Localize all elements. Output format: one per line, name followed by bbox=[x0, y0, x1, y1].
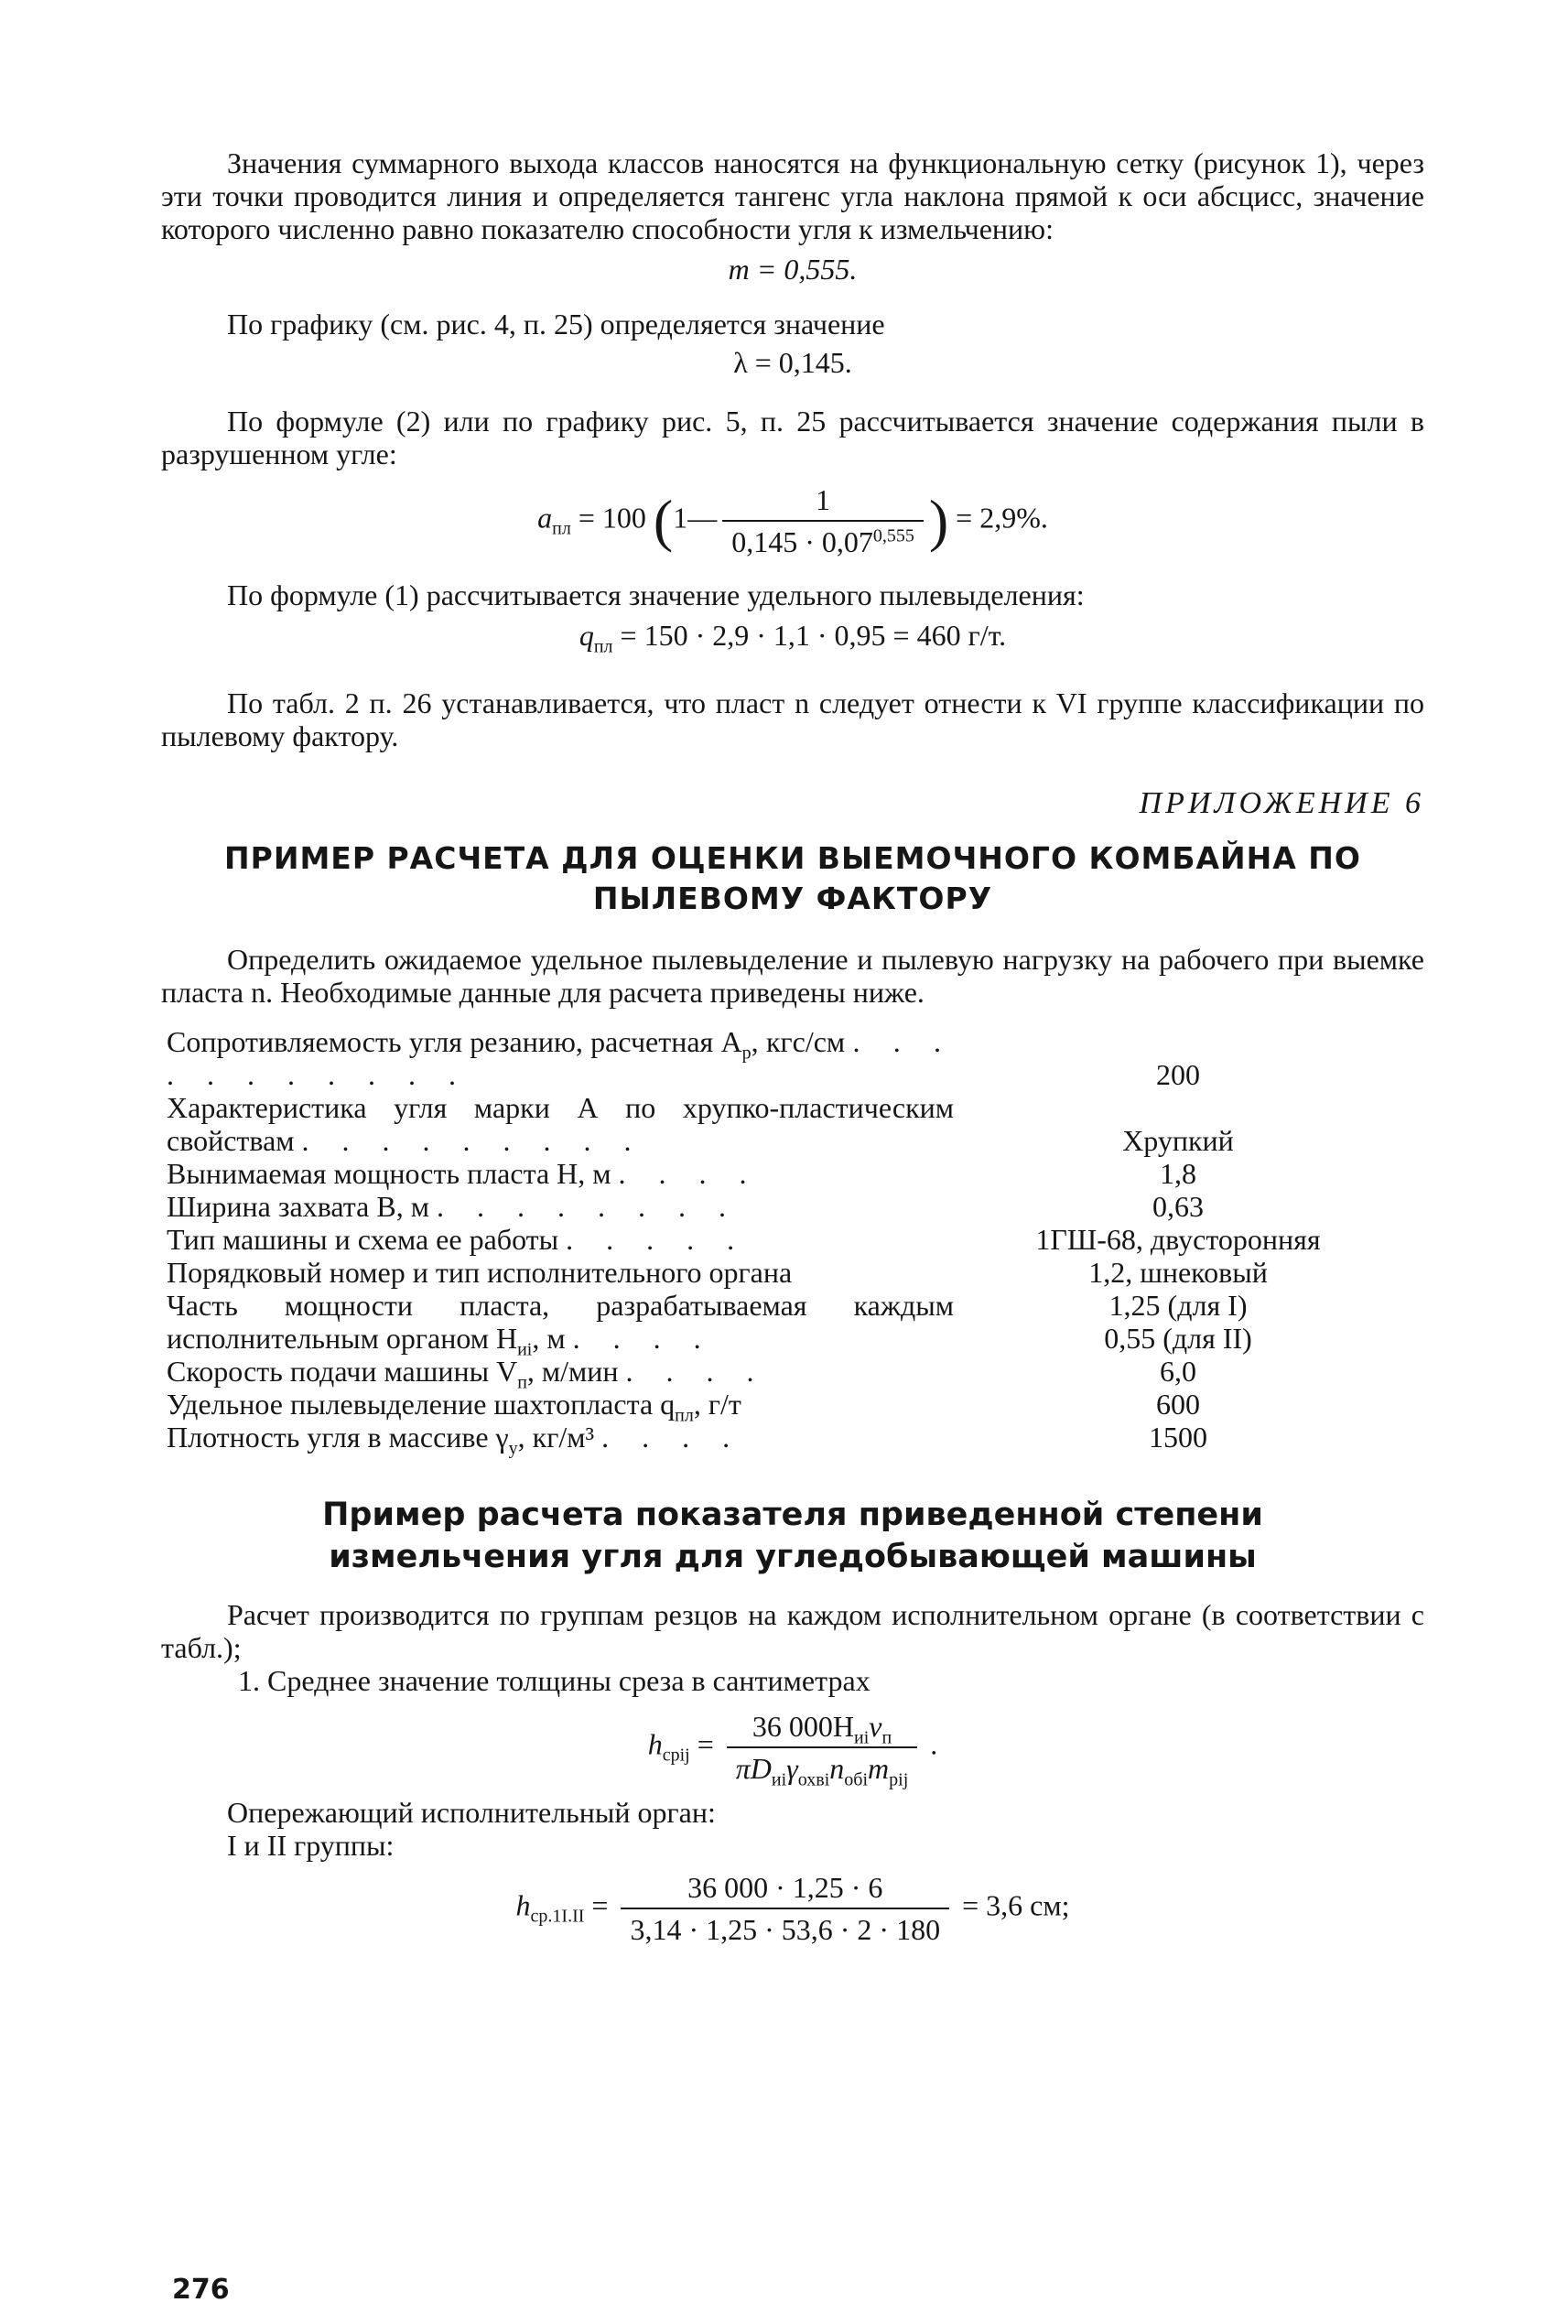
row-value: Хрупкий bbox=[1122, 1124, 1234, 1157]
paragraph: Расчет производится по группам резцов на каждом исполнительном органе (в соответствии с табл.); bbox=[161, 1598, 1424, 1664]
fraction: $\frac{36 000 \cdot 1,25 \cdot 6}{3,14 \cdot 1,25 \cdot 53,6 \cdot 2 \cdot 180}$ bbox=[621, 1871, 949, 1946]
paragraph: Определить ожидаемое удельное пылевыделение и пылевую нагрузку на рабочего при выемке пласта n. Необходимые данные для расчета приведены ниже. bbox=[161, 943, 1424, 1009]
row-value: 1,8 bbox=[1160, 1157, 1196, 1190]
row-label: Часть мощности пласта, разрабатываемая каждым исполнительным органом $H_{иi}$, м . . . . bbox=[167, 1289, 954, 1360]
row-label: Сопротивляемость угля резанию, расчетная $A_р$, кгс/см . . . . . . . . . . . bbox=[167, 1025, 955, 1091]
paragraph: По табл. 2 п. 26 устанавливается, что пласт n следует отнести к VI группе классификации по пылевому фактору. bbox=[161, 686, 1424, 752]
row-value: 200 bbox=[1156, 1058, 1200, 1091]
row-label: Характеристика угля марки А по хрупко-пластическим свойствам . . . . . . . . . bbox=[167, 1091, 954, 1157]
row-value: 1500 bbox=[1149, 1421, 1207, 1454]
input-data-table bbox=[167, 1025, 1402, 1459]
row-label: Удельное пылевыделение шахтопласта $q_{пл}$, г/т bbox=[167, 1388, 741, 1426]
row-label: Плотность угля в массиве $\gamma_у$, кг/м³ . . . . bbox=[167, 1421, 743, 1459]
page-body bbox=[161, 146, 1424, 1946]
row-label: Порядковый номер и тип исполнительного органа bbox=[167, 1256, 793, 1289]
row-value: 0,63 bbox=[1152, 1190, 1204, 1223]
table-row bbox=[167, 1421, 1402, 1454]
row-value: 600 bbox=[1156, 1388, 1200, 1421]
formula-dust-content: $a_{пл} = 100$ (1— $\frac{1}{0,145 \cdot 0,07^{0,555}}$ ) = 2,9%. bbox=[537, 483, 1048, 558]
paragraph: Значения суммарного выхода классов наносятся на функциональную сетку (рисунок 1), через эти точки проводится линия и определяется тангенс угла наклона прямой к оси абсцисс, значение которого численно равно показателю способности угля к измельчению: bbox=[161, 146, 1424, 245]
table-row bbox=[167, 1223, 1402, 1256]
paragraph: По графику (см. рис. 4, п. 25) определяется значение bbox=[227, 308, 885, 340]
row-value: 1ГШ-68, двусторонняя bbox=[1035, 1223, 1321, 1256]
table-row bbox=[167, 1388, 1402, 1421]
row-value: 1,2, шнековый bbox=[1088, 1256, 1268, 1289]
table-row bbox=[167, 1157, 1402, 1190]
paragraph: I и II группы: bbox=[227, 1829, 395, 1862]
paragraph: По формуле (1) рассчитывается значение удельного пылевыделения: bbox=[227, 578, 1085, 611]
row-value: 1,25 (для I) 0,55 (для II) bbox=[1104, 1289, 1252, 1355]
paragraph: 1. Среднее значение толщины среза в сантиметрах bbox=[238, 1664, 871, 1697]
table-row bbox=[167, 1355, 1402, 1388]
table-row bbox=[167, 1289, 1402, 1355]
fraction: $\frac{36 000H_{иi}v_п}{\pi D_{иi}\gamma_{охвi}n_{обi}m_{pij}}$ bbox=[727, 1710, 918, 1785]
row-label: Тип машины и схема ее работы . . . . . bbox=[167, 1223, 748, 1256]
paragraph: Опережающий исполнительный орган: bbox=[227, 1796, 716, 1829]
formula-cut-thickness: $h_{cpij}$ = $\frac{36 000H_{иi}v_п}{\pi D_{иi}\gamma_{охвi}n_{обi}m_{pij}}$ . bbox=[647, 1710, 938, 1790]
appendix-label: ПРИЛОЖЕНИЕ 6 bbox=[1139, 786, 1424, 820]
row-value: 6,0 bbox=[1160, 1355, 1196, 1388]
fraction: $\frac{1}{0,145 \cdot 0,07^{0,555}}$ bbox=[722, 483, 924, 558]
section-title: Пример расчета показателя приведенной степени измельчения угля для угледобывающей машины bbox=[322, 1497, 1263, 1575]
table-row bbox=[167, 1091, 1402, 1157]
row-label: Вынимаемая мощность пласта H, м . . . . bbox=[167, 1157, 760, 1190]
table-row bbox=[167, 1190, 1402, 1223]
table-row bbox=[167, 1025, 1402, 1091]
page-number: 276 bbox=[172, 2274, 230, 2306]
paragraph: По формуле (2) или по графику рис. 5, п. 25 рассчитывается значение содержания пыли в разрушенном угле: bbox=[161, 405, 1424, 470]
row-label: Ширина захвата B, м . . . . . . . . bbox=[167, 1190, 739, 1223]
formula-specific-dust: $q_{пл} = 150 \cdot 2,9 \cdot 1,1 \cdot 0,95 = 460$ г/т. bbox=[579, 619, 1007, 657]
formula-m: m = 0,555. bbox=[728, 253, 858, 286]
appendix-title: ПРИМЕР РАСЧЕТА ДЛЯ ОЦЕНКИ ВЫЕМОЧНОГО КОМБАЙНА ПО ПЫЛЕВОМУ ФАКТОРУ bbox=[224, 840, 1361, 916]
table-row bbox=[167, 1256, 1402, 1289]
formula-cut-thickness-groups: $h_{cp.1I.II}$ = $\frac{36 000 \cdot 1,25 \cdot 6}{3,14 \cdot 1,25 \cdot 53,6 \cdot 2 \cdot 180}$ = 3,6 см; bbox=[515, 1871, 1070, 1946]
row-label: Скорость подачи машины $V_п$, м/мин . . . . bbox=[167, 1355, 767, 1393]
formula-lambda: λ = 0,145. bbox=[733, 346, 852, 379]
